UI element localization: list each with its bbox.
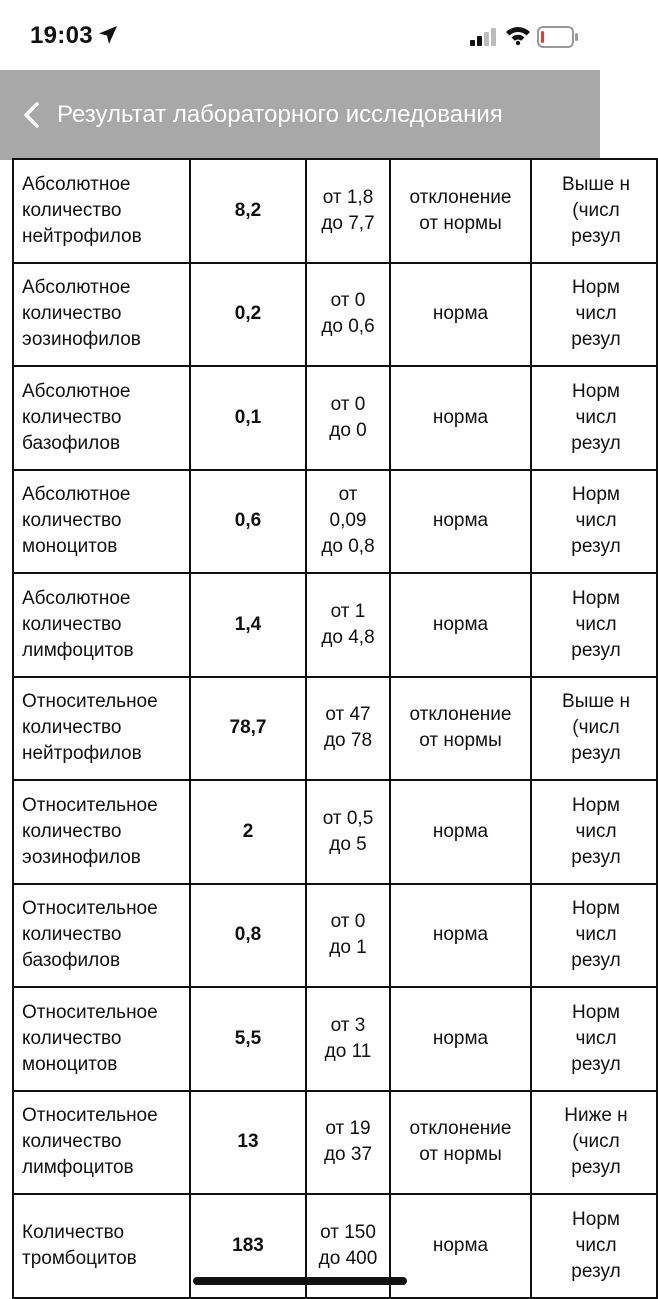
test-name-cell [13, 1091, 190, 1195]
test-name-line: моноцитов [22, 536, 118, 558]
navigation-bar [0, 70, 600, 160]
reference-range-line: от 0 [330, 290, 366, 312]
status-line: отклонение [409, 1118, 512, 1140]
status-cell [390, 1091, 531, 1195]
comment-line: резул [571, 1260, 621, 1282]
reference-range-line: до 78 [323, 730, 373, 752]
comment-cell [531, 987, 657, 1091]
comment-line: Ниже н [564, 1105, 628, 1127]
reference-range-line: от 150 [320, 1221, 376, 1243]
comment-line: (числ [572, 199, 620, 221]
status-cell [390, 470, 531, 574]
table-row [13, 470, 657, 574]
test-name-line: нейтрофилов [22, 225, 142, 247]
status-cell [390, 884, 531, 988]
table-row [13, 263, 657, 367]
result-value-cell: 0,1 [190, 366, 306, 470]
reference-range-line: до 0,8 [321, 536, 375, 558]
test-name-cell [13, 1194, 190, 1298]
reference-range-line: до 5 [329, 833, 367, 855]
status-time: 19:03 [30, 22, 93, 49]
status-cell [390, 366, 531, 470]
comment-line: (числ [572, 717, 620, 739]
comment-line: Выше н [562, 173, 630, 195]
result-value-cell: 0,2 [190, 263, 306, 367]
comment-line: числ [575, 510, 617, 532]
comment-line: резул [571, 846, 621, 868]
table-row [13, 780, 657, 884]
wifi-icon [505, 25, 531, 45]
result-value-cell: 2 [190, 780, 306, 884]
test-name-line: количество [22, 613, 122, 635]
test-name-line: базофилов [22, 950, 121, 972]
test-name-line: количество [22, 199, 122, 221]
test-name-cell [13, 263, 190, 367]
status-line: от нормы [419, 730, 502, 752]
results-table [12, 158, 658, 1299]
comment-line: числ [575, 1027, 617, 1049]
test-name-line: нейтрофилов [22, 743, 142, 765]
test-name-cell [13, 366, 190, 470]
status-cell [390, 159, 531, 263]
status-line: норма [432, 1027, 489, 1049]
reference-range-line: до 37 [323, 1144, 373, 1166]
test-name-line: количество [22, 303, 122, 325]
reference-range-line: до 4,8 [321, 626, 375, 648]
test-name-line: количество [22, 510, 122, 532]
comment-cell [531, 263, 657, 367]
result-value-cell: 183 [190, 1194, 306, 1298]
cellular-signal-icon [470, 28, 498, 46]
test-name-line: Относительное [22, 1105, 158, 1127]
test-name-line: Абсолютное [22, 587, 131, 609]
location-arrow-icon [98, 25, 118, 45]
home-indicator[interactable] [193, 1277, 407, 1285]
status-line: от нормы [419, 1144, 502, 1166]
comment-line: резул [571, 536, 621, 558]
test-name-line: количество [22, 406, 122, 428]
reference-range-cell [306, 1091, 390, 1195]
table-row [13, 159, 657, 263]
comment-cell [531, 470, 657, 574]
table-row [13, 1091, 657, 1195]
comment-line: числ [575, 820, 617, 842]
table-row [13, 573, 657, 677]
reference-range-line: до 1 [329, 937, 367, 959]
reference-range-line: от 0 [330, 911, 366, 933]
page-title: Результат лабораторного исследования [57, 101, 503, 128]
test-name-line: лимфоцитов [22, 1157, 134, 1179]
status-cell [390, 987, 531, 1091]
test-name-cell [13, 573, 190, 677]
comment-line: Норм [572, 587, 620, 609]
reference-range-line: от [338, 484, 358, 506]
reference-range-line: от 0,5 [322, 807, 374, 829]
status-line: отклонение [409, 186, 512, 208]
result-value-cell: 78,7 [190, 677, 306, 781]
status-line: норма [432, 613, 489, 635]
status-line: отклонение [409, 704, 512, 726]
comment-cell [531, 884, 657, 988]
test-name-cell [13, 884, 190, 988]
status-line: норма [432, 406, 489, 428]
result-value-cell: 5,5 [190, 987, 306, 1091]
results-table-container[interactable] [0, 160, 630, 1298]
comment-cell [531, 1091, 657, 1195]
test-name-line: количество [22, 924, 122, 946]
table-row [13, 987, 657, 1091]
reference-range-cell [306, 987, 390, 1091]
test-name-line: Абсолютное [22, 173, 131, 195]
test-name-line: Абсолютное [22, 277, 131, 299]
reference-range-cell [306, 470, 390, 574]
test-name-line: эозинофилов [22, 846, 141, 868]
comment-cell [531, 366, 657, 470]
test-name-line: количество [22, 717, 122, 739]
comment-line: числ [575, 924, 617, 946]
comment-cell [531, 677, 657, 781]
comment-line: резул [571, 1157, 621, 1179]
test-name-line: Относительное [22, 794, 158, 816]
test-name-line: Абсолютное [22, 484, 131, 506]
result-value-cell: 8,2 [190, 159, 306, 263]
comment-line: (числ [572, 1131, 620, 1153]
status-line: норма [432, 1234, 489, 1256]
comment-line: резул [571, 432, 621, 454]
reference-range-line: 0,09 [329, 510, 367, 532]
test-name-cell [13, 159, 190, 263]
comment-line: резул [571, 329, 621, 351]
comment-line: числ [575, 613, 617, 635]
status-cell [390, 573, 531, 677]
test-name-line: эозинофилов [22, 329, 141, 351]
reference-range-line: от 19 [325, 1118, 371, 1140]
status-line: норма [432, 303, 489, 325]
chevron-left-icon[interactable] [20, 101, 42, 129]
result-value-cell: 0,8 [190, 884, 306, 988]
comment-cell [531, 780, 657, 884]
comment-line: числ [575, 1234, 617, 1256]
reference-range-line: до 0 [329, 419, 367, 441]
test-name-cell [13, 470, 190, 574]
comment-cell [531, 1194, 657, 1298]
reference-range-cell [306, 159, 390, 263]
comment-line: числ [575, 303, 617, 325]
status-line: норма [432, 924, 489, 946]
test-name-line: моноцитов [22, 1053, 118, 1075]
reference-range-cell [306, 780, 390, 884]
status-line: норма [432, 820, 489, 842]
reference-range-line: до 11 [324, 1040, 372, 1062]
test-name-line: тромбоцитов [22, 1247, 137, 1269]
status-bar [0, 0, 600, 70]
comment-line: Норм [572, 277, 620, 299]
test-name-line: Относительное [22, 691, 158, 713]
comment-line: Норм [572, 484, 620, 506]
reference-range-line: от 3 [330, 1014, 366, 1036]
comment-line: Выше н [562, 691, 630, 713]
comment-cell [531, 159, 657, 263]
comment-line: Норм [572, 1208, 620, 1230]
reference-range-cell [306, 677, 390, 781]
reference-range-line: от 1,8 [322, 186, 374, 208]
test-name-line: Абсолютное [22, 380, 131, 402]
table-row [13, 366, 657, 470]
comment-line: числ [575, 406, 617, 428]
result-value-cell: 1,4 [190, 573, 306, 677]
test-name-line: базофилов [22, 432, 121, 454]
test-name-line: Относительное [22, 898, 158, 920]
reference-range-cell [306, 573, 390, 677]
reference-range-cell [306, 366, 390, 470]
status-line: от нормы [419, 212, 502, 234]
comment-line: резул [571, 225, 621, 247]
reference-range-line: до 7,7 [321, 212, 375, 234]
reference-range-cell [306, 263, 390, 367]
test-name-line: Количество [22, 1221, 125, 1243]
test-name-line: количество [22, 1131, 122, 1153]
status-cell [390, 677, 531, 781]
test-name-line: количество [22, 1027, 122, 1049]
reference-range-line: до 400 [318, 1247, 378, 1269]
reference-range-line: от 0 [330, 393, 366, 415]
status-cell [390, 263, 531, 367]
test-name-line: количество [22, 820, 122, 842]
result-value-cell: 13 [190, 1091, 306, 1195]
battery-icon [537, 26, 579, 48]
status-line: норма [432, 510, 489, 532]
comment-line: резул [571, 950, 621, 972]
comment-line: Норм [572, 1001, 620, 1023]
comment-cell [531, 573, 657, 677]
status-cell [390, 780, 531, 884]
comment-line: Норм [572, 380, 620, 402]
reference-range-line: до 0,6 [321, 316, 375, 338]
comment-line: Норм [572, 794, 620, 816]
reference-range-line: от 1 [330, 600, 366, 622]
test-name-cell [13, 780, 190, 884]
comment-line: резул [571, 639, 621, 661]
test-name-cell [13, 677, 190, 781]
comment-line: Норм [572, 898, 620, 920]
test-name-line: Относительное [22, 1001, 158, 1023]
comment-line: резул [571, 1053, 621, 1075]
comment-line: резул [571, 743, 621, 765]
reference-range-line: от 47 [325, 704, 371, 726]
reference-range-cell [306, 884, 390, 988]
result-value-cell: 0,6 [190, 470, 306, 574]
status-cell [390, 1194, 531, 1298]
table-row [13, 677, 657, 781]
table-row [13, 884, 657, 988]
test-name-line: лимфоцитов [22, 639, 134, 661]
test-name-cell [13, 987, 190, 1091]
